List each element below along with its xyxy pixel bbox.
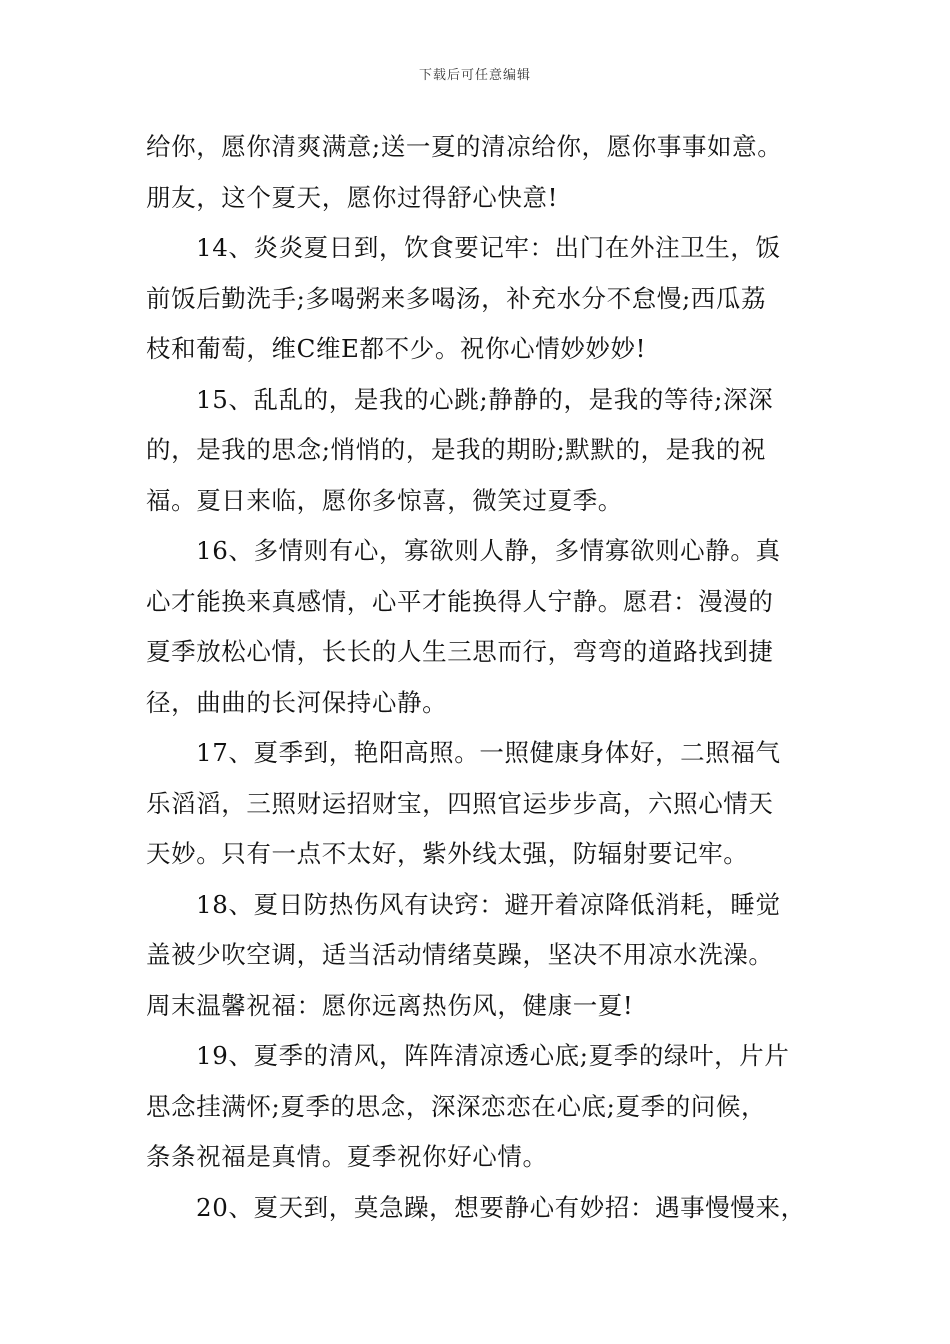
text-line: 16、多情则有心，寡欲则人静，多情寡欲则心静。真 (196, 536, 781, 565)
text-line: 周末温馨祝福：愿你远离热伤风，健康一夏! (146, 990, 634, 1020)
text-line: 盖被少吹空调，适当活动情绪莫躁，坚决不用凉水洗澡。 (146, 940, 774, 969)
text-line: 20、夏天到，莫急躁，想要静心有妙招：遇事慢慢来， (196, 1192, 806, 1222)
text-line: 思念挂满怀;夏季的思念，深深恋恋在心底;夏季的问候， (146, 1091, 767, 1121)
text-line: 14、炎炎夏日到，饮食要记牢：出门在外注卫生，饭 (196, 233, 781, 262)
text-line: 枝和葡萄，维C维E都不少。祝你心情妙妙妙! (146, 334, 647, 363)
page-header: 下载后可任意编辑 (418, 68, 531, 83)
text-line: 福。夏日来临，愿你多惊喜，微笑过夏季。 (146, 485, 623, 515)
document-body (146, 122, 826, 1233)
text-line: 天妙。只有一点不太好，紫外线太强，防辐射要记牢。 (146, 839, 749, 868)
text-line: 前饭后勤洗手;多喝粥来多喝汤，补充水分不怠慢;西瓜荔 (146, 283, 767, 313)
text-line: 朋友，这个夏天，愿你过得舒心快意! (146, 182, 559, 212)
text-line: 条条祝福是真情。夏季祝你好心情。 (146, 1142, 548, 1171)
text-line: 的，是我的思念;悄悄的，是我的期盼;默默的，是我的祝 (146, 435, 767, 464)
text-line: 18、夏日防热伤风有诀窍：避开着凉降低消耗，睡觉 (196, 889, 781, 919)
text-line: 给你，愿你清爽满意;送一夏的清凉给你，愿你事事如意。 (146, 132, 783, 161)
text-line: 乐滔滔，三照财运招财宝，四照官运步步高，六照心情天 (146, 788, 774, 818)
text-line: 15、乱乱的，是我的心跳;静静的，是我的等待;深深 (196, 384, 774, 414)
text-line: 径，曲曲的长河保持心静。 (146, 687, 448, 717)
text-line: 17、夏季到，艳阳高照。一照健康身体好，二照福气 (196, 738, 781, 767)
text-line: 心才能换来真感情，心平才能换得人宁静。愿君：漫漫的 (146, 586, 774, 616)
text-line: 19、夏季的清风，阵阵清凉透心底;夏季的绿叶，片片 (196, 1041, 790, 1070)
text-line: 夏季放松心情，长长的人生三思而行，弯弯的道路找到捷 (146, 637, 774, 666)
